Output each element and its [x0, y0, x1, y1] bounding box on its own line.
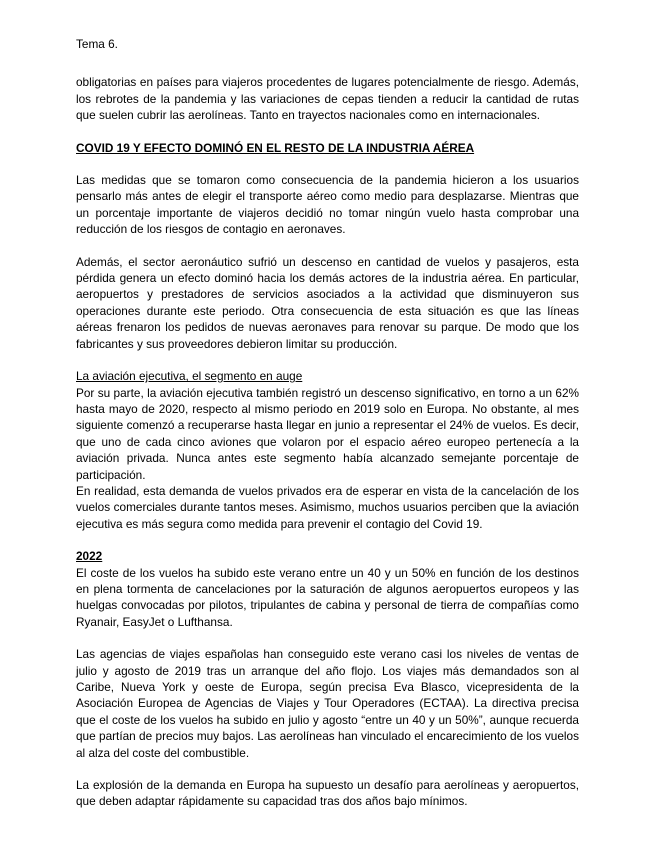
paragraph-agencias-viajes: Las agencias de viajes españolas han conseguido este verano casi los niveles de ventas de julio y agosto de 2019 tras un arranque del año flojo. Los viajes más demandados son al Caribe, Nueva York y oeste de Europa, según precisa Eva Blasco, vicepresidenta de la Asociación Europea de Agencias de Viajes y Tour Operadores (ECTAA). La directiva precisa que el coste de los vuelos ha subido en julio y agosto “entre un 40 y un 50%”, aunque recuerda que partían de precios muy bajos. Las aerolíneas han vinculado el encarecimiento de los vuelos al alza del coste del combustible.	[76, 647, 579, 760]
intro-paragraph: obligatorias en países para viajeros procedentes de lugares potencialmente de riesgo. Además, los rebrotes de la pandemia y las variaciones de cepas tienden a reducir la cantidad de rutas que suelen cubrir las aerolíneas. Tanto en trayectos nacionales como en internacionales.	[76, 75, 579, 123]
paragraph-medidas-pandemia: Las medidas que se tomaron como consecuencia de la pandemia hicieron a los usuarios pensarlo más antes de elegir el transporte aéreo como medio para desplazarse. Mientras que un porcentaje importante de viajeros decidió no tomar ningún vuelo hasta comprobar una reducción de los riesgos de contagio en aeronaves.	[76, 173, 579, 237]
section-heading-2022: 2022	[76, 549, 103, 564]
doc-header-tema: Tema 6.	[76, 37, 118, 51]
paragraph-explosion-demanda: La explosión de la demanda en Europa ha supuesto un desafío para aerolíneas y aeropuertos, que deben adaptar rápidamente su capacidad tras dos años bajo mínimos.	[76, 778, 579, 809]
paragraph-sector-aeronautico: Además, el sector aeronáutico sufrió un descenso en cantidad de vuelos y pasajeros, esta pérdida genera un efecto dominó hacia los demás actores de la industria aérea. En particular, aeropuertos y prestadores de servicios asociados a la actividad que disminuyeron sus operaciones durante este periodo. Otra consecuencia de esta situación es que las líneas aéreas frenaron los pedidos de nuevas aeronaves para renovar su parque. De modo que los fabricantes y sus proveedores debieron limitar su producción.	[76, 254, 579, 351]
paragraph-aviacion-ejecutiva: Por su parte, la aviación ejecutiva también registró un descenso significativo, en torno a un 62% hasta mayo de 2020, respecto al mismo periodo en 2019 solo en Europa. No obstante, al mes siguiente comenzó a recuperarse hasta llegar en junio a representar el 24% de vuelos. Es decir, que uno de cada cinco aviones que volaron por el espacio aéreo europeo pertenecía a la aviación privada. Nunca antes este segmento había alcanzado semejante porcentaje de participación.	[76, 385, 579, 482]
section-heading-covid-domino: COVID 19 Y EFECTO DOMINÓ EN EL RESTO DE LA INDUSTRIA AÉREA	[76, 140, 475, 155]
subheading-aviacion-ejecutiva: La aviación ejecutiva, el segmento en auge	[76, 369, 303, 384]
paragraph-coste-vuelos: El coste de los vuelos ha subido este verano entre un 40 y un 50% en función de los destinos en plena tormenta de cancelaciones por la saturación de algunos aeropuertos europeos y las huelgas convocadas por pilotos, tripulantes de cabina y personal de tierra de compañías como Ryanair, EasyJet o Lufthansa.	[76, 565, 579, 629]
paragraph-demanda-vuelos-privados: En realidad, esta demanda de vuelos privados era de esperar en vista de la cancelación de los vuelos comerciales durante tantos meses. Asimismo, muchos usuarios perciben que la aviación ejecutiva es más segura como medida para prevenir el contagio del Covid 19.	[76, 483, 579, 531]
